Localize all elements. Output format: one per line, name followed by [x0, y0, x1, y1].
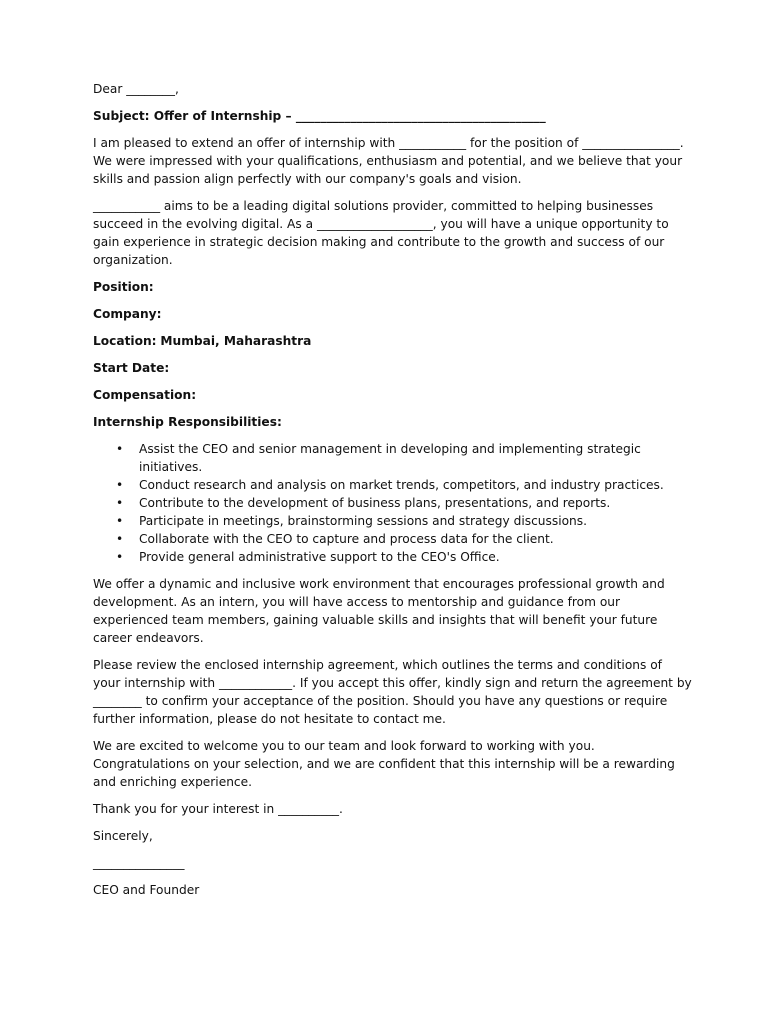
responsibility-text: Conduct research and analysis on market trends, competitors, and industry practices.	[139, 478, 664, 492]
list-item	[93, 476, 693, 494]
environment-paragraph: We offer a dynamic and inclusive work environment that encourages professional growth and development. As an intern, you will have access to mentorship and guidance from our experienced team members, gaining valuable skills and insights that will benefit your future career endeavors.	[93, 577, 665, 645]
list-item	[93, 494, 693, 512]
location-field	[93, 332, 693, 350]
start-date-label: Start Date:	[93, 361, 170, 375]
bullet-icon: •	[116, 442, 124, 456]
subject-line: Subject: Offer of Internship – _________________________________________	[93, 109, 546, 123]
closing: Sincerely,	[93, 829, 153, 843]
bullet-icon: •	[116, 478, 124, 492]
list-item	[93, 548, 693, 566]
list-item	[93, 440, 693, 476]
responsibility-text: Participate in meetings, brainstorming sessions and strategy discussions.	[139, 514, 587, 528]
bullet-icon: •	[116, 550, 124, 564]
intro-paragraph: I am pleased to extend an offer of internship with ___________ for the position of ________________. We were impressed with your qualifications, enthusiasm and potential, and we believe that your skills and passion align perfectly with our company's goals and vision.	[93, 136, 684, 186]
responsibility-text: Provide general administrative support to the CEO's Office.	[139, 550, 500, 564]
responsibility-text: Collaborate with the CEO to capture and process data for the client.	[139, 532, 554, 546]
responsibilities-list	[93, 440, 693, 566]
bullet-icon: •	[116, 496, 124, 510]
welcome-paragraph: We are excited to welcome you to our team and look forward to working with you. Congratulations on your selection, and we are confident that this internship will be a rewarding and enriching experience.	[93, 739, 675, 789]
signature-line: _______________	[93, 856, 185, 870]
company-paragraph: ___________ aims to be a leading digital solutions provider, committed to helping businesses succeed in the evolving digital. As a ___________________, you will have a unique opportunity to gain experience in strategic decision making and contribute to the growth and success of our organization.	[93, 199, 669, 267]
review-paragraph: Please review the enclosed internship agreement, which outlines the terms and conditions of your internship with ____________. If you accept this offer, kindly sign and return the agreement by ________ to confirm your acceptance of the position. Should you have any questions or require further information, please do not hesitate to contact me.	[93, 658, 692, 726]
compensation-label: Compensation:	[93, 388, 197, 402]
letter-document	[93, 80, 693, 908]
responsibility-text: Contribute to the development of business plans, presentations, and reports.	[139, 496, 611, 510]
list-item	[93, 530, 693, 548]
salutation: Dear ________,	[93, 82, 179, 96]
thanks-paragraph: Thank you for your interest in __________.	[93, 802, 343, 816]
position-label: Position:	[93, 280, 154, 294]
responsibility-text: Assist the CEO and senior management in developing and implementing strategic initiatives.	[139, 442, 641, 474]
location-label: Location:	[93, 334, 157, 348]
company-label: Company:	[93, 307, 162, 321]
bullet-icon: •	[116, 514, 124, 528]
location-value: Mumbai, Maharashtra	[160, 334, 312, 348]
list-item	[93, 512, 693, 530]
responsibilities-heading: Internship Responsibilities:	[93, 415, 282, 429]
bullet-icon: •	[116, 532, 124, 546]
signatory-title: CEO and Founder	[93, 883, 200, 897]
